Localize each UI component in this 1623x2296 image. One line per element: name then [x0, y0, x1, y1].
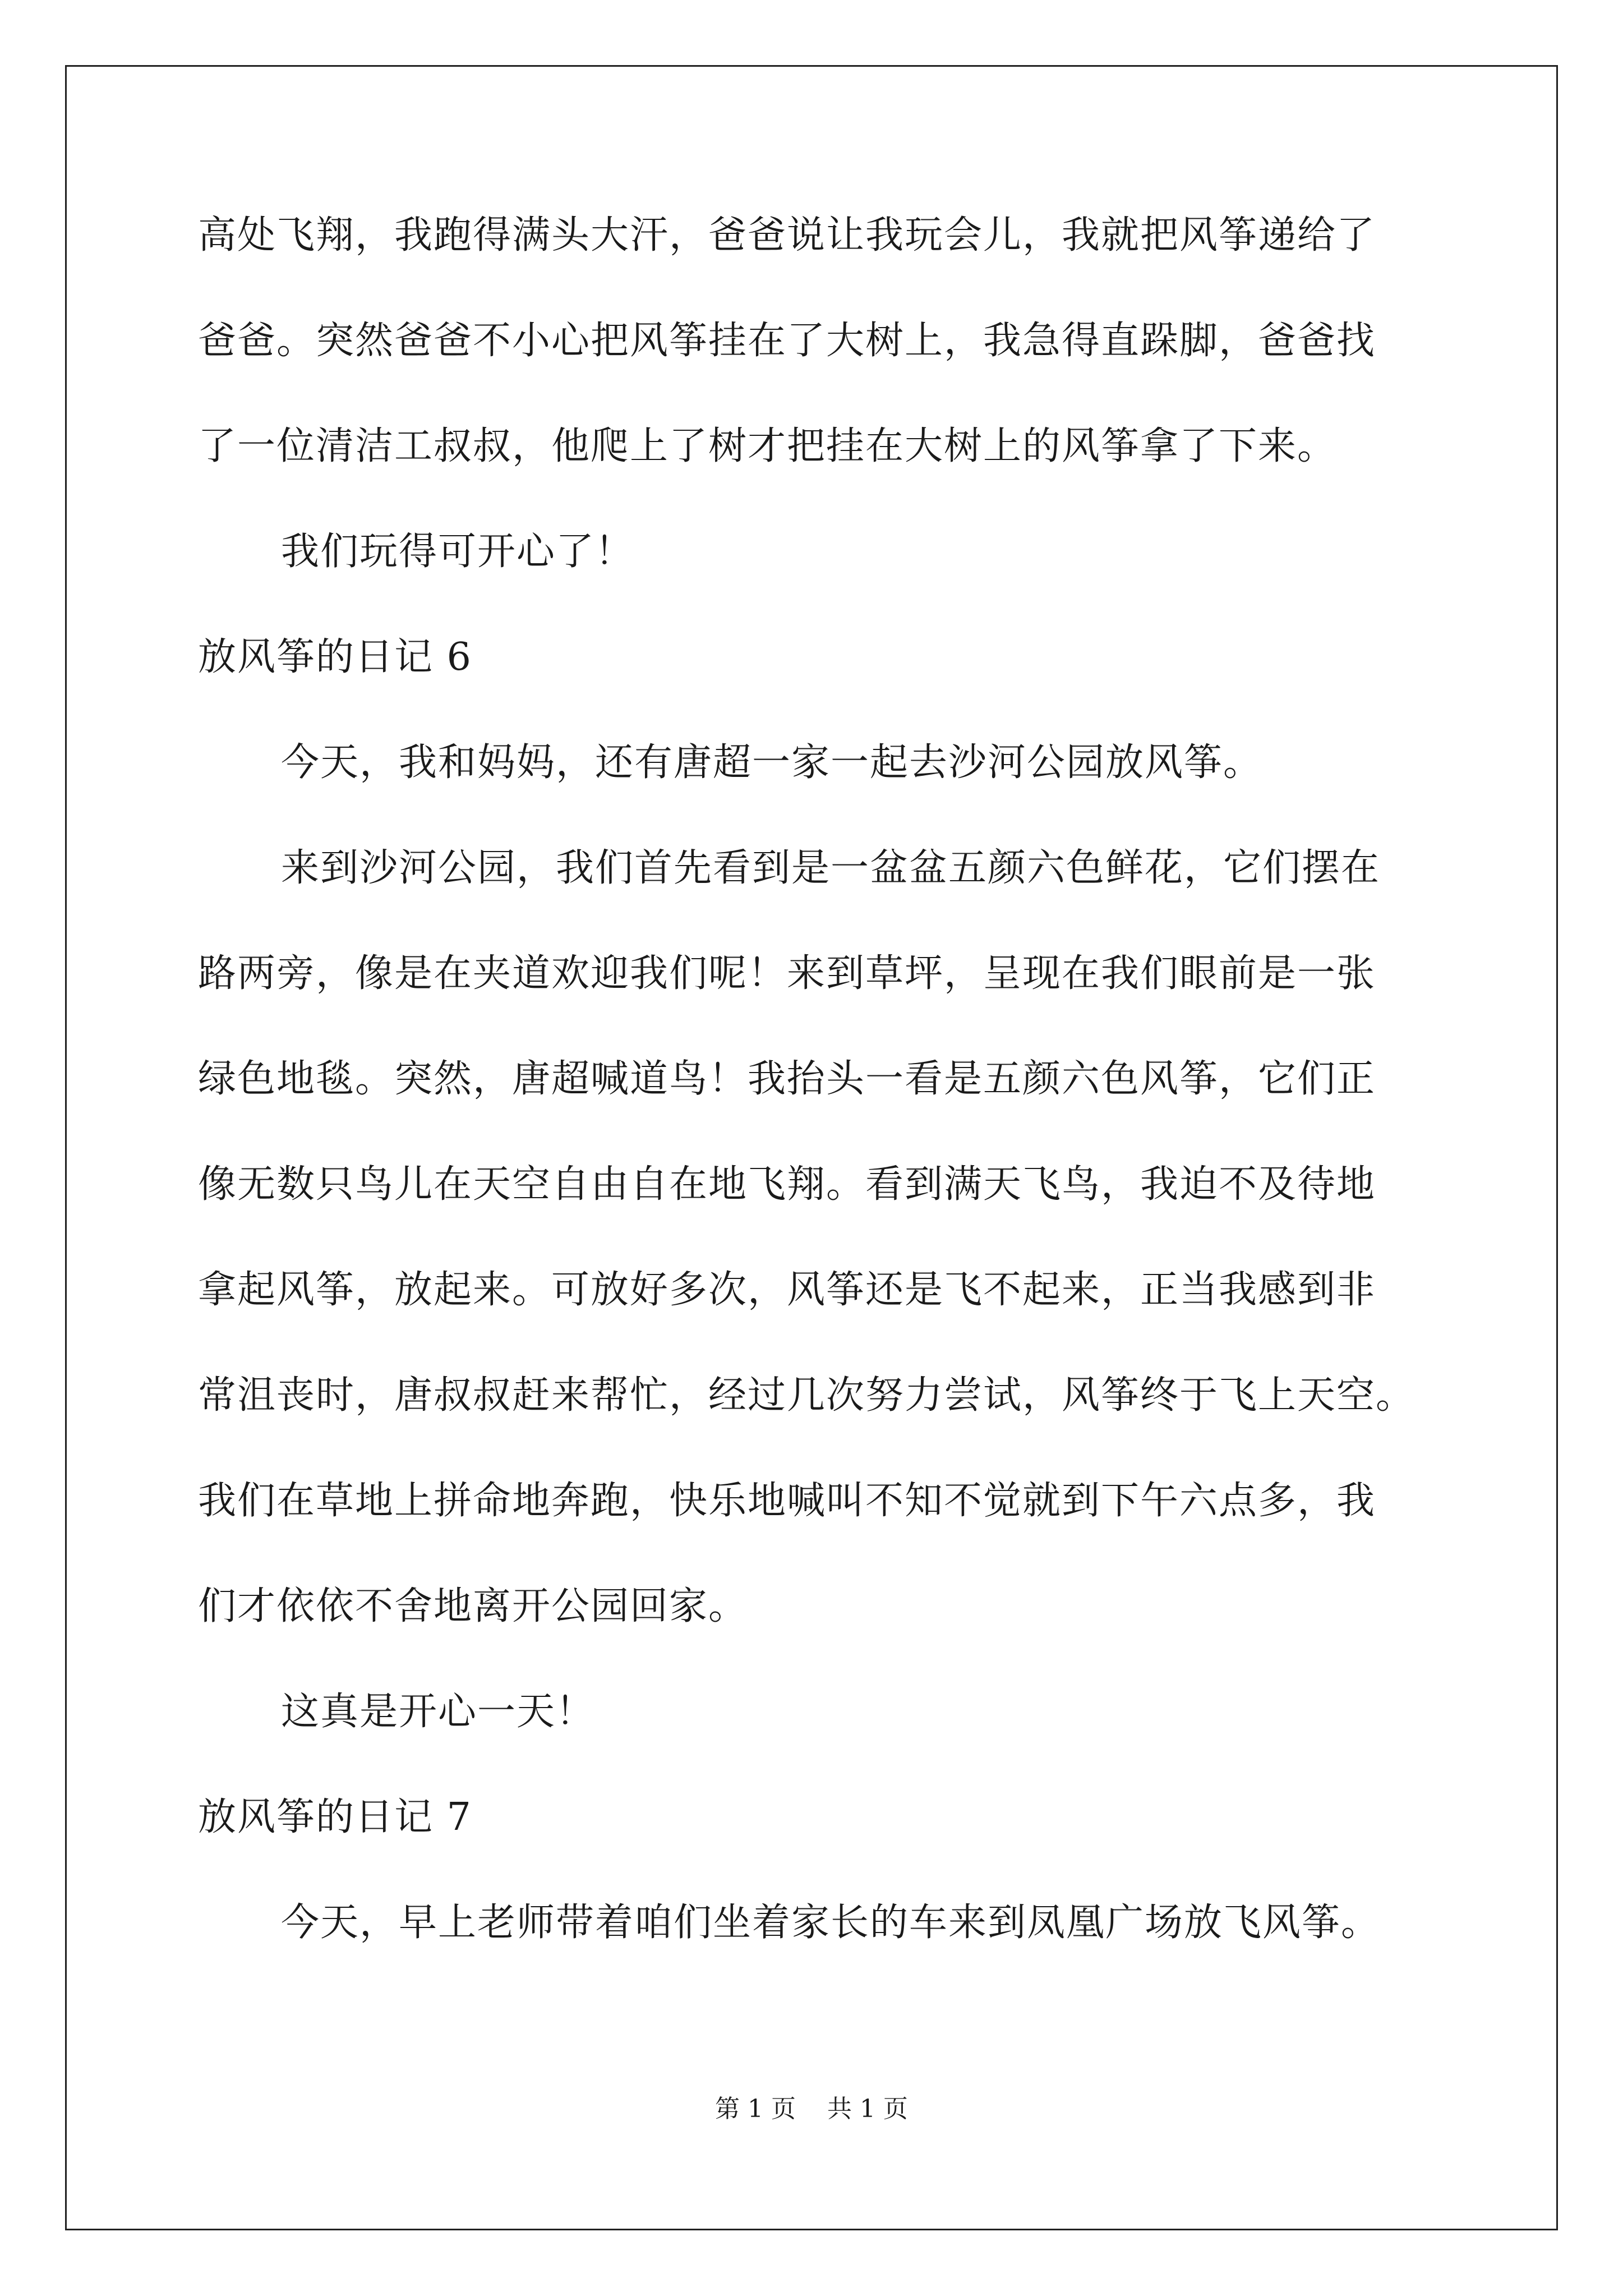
document-body	[198, 208, 1432, 2000]
text-line: 像无数只鸟儿在天空自由自在地飞翔。看到满天飞鸟，我迫不及待地	[198, 1162, 1376, 1207]
section-heading: 放风筝的日记 7	[198, 1795, 472, 1839]
text-line: 路两旁，像是在夹道欢迎我们呢！来到草坪，呈现在我们眼前是一张	[198, 951, 1376, 996]
text-line: 我们在草地上拼命地奔跑，快乐地喊叫不知不觉就到下午六点多，我	[198, 1479, 1376, 1523]
paragraph-line: 今天，我和妈妈，还有唐超一家一起去沙河公园放风筝。	[281, 740, 1263, 785]
text-line: 常沮丧时，唐叔叔赶来帮忙，经过几次努力尝试，风筝终于飞上天空。	[198, 1373, 1415, 1418]
text-line: 了一位清洁工叔叔，他爬上了树才把挂在大树上的风筝拿了下来。	[198, 424, 1337, 468]
paragraph-line: 这真是开心一天！	[281, 1690, 596, 1734]
text-line: 们才依依不舍地离开公园回家。	[198, 1584, 748, 1628]
text-line: 爸爸。突然爸爸不小心把风筝挂在了大树上，我急得直跺脚，爸爸找	[198, 319, 1376, 363]
text-line: 高处飞翔，我跑得满头大汗，爸爸说让我玩会儿，我就把风筝递给了	[198, 213, 1376, 257]
text-line: 拿起风筝，放起来。可放好多次，风筝还是飞不起来，正当我感到非	[198, 1268, 1376, 1312]
page-footer: 第 1 页 共 1 页	[715, 2095, 908, 2123]
text-line: 绿色地毯。突然，唐超喊道鸟！我抬头一看是五颜六色风筝，它们正	[198, 1057, 1376, 1101]
section-heading: 放风筝的日记 6	[198, 635, 472, 679]
paragraph-line: 来到沙河公园，我们首先看到是一盆盆五颜六色鲜花，它们摆在	[281, 846, 1381, 890]
paragraph-line: 我们玩得可开心了！	[281, 530, 635, 574]
paragraph-line: 今天，早上老师带着咱们坐着家长的车来到凤凰广场放飞风筝。	[281, 1901, 1381, 1945]
